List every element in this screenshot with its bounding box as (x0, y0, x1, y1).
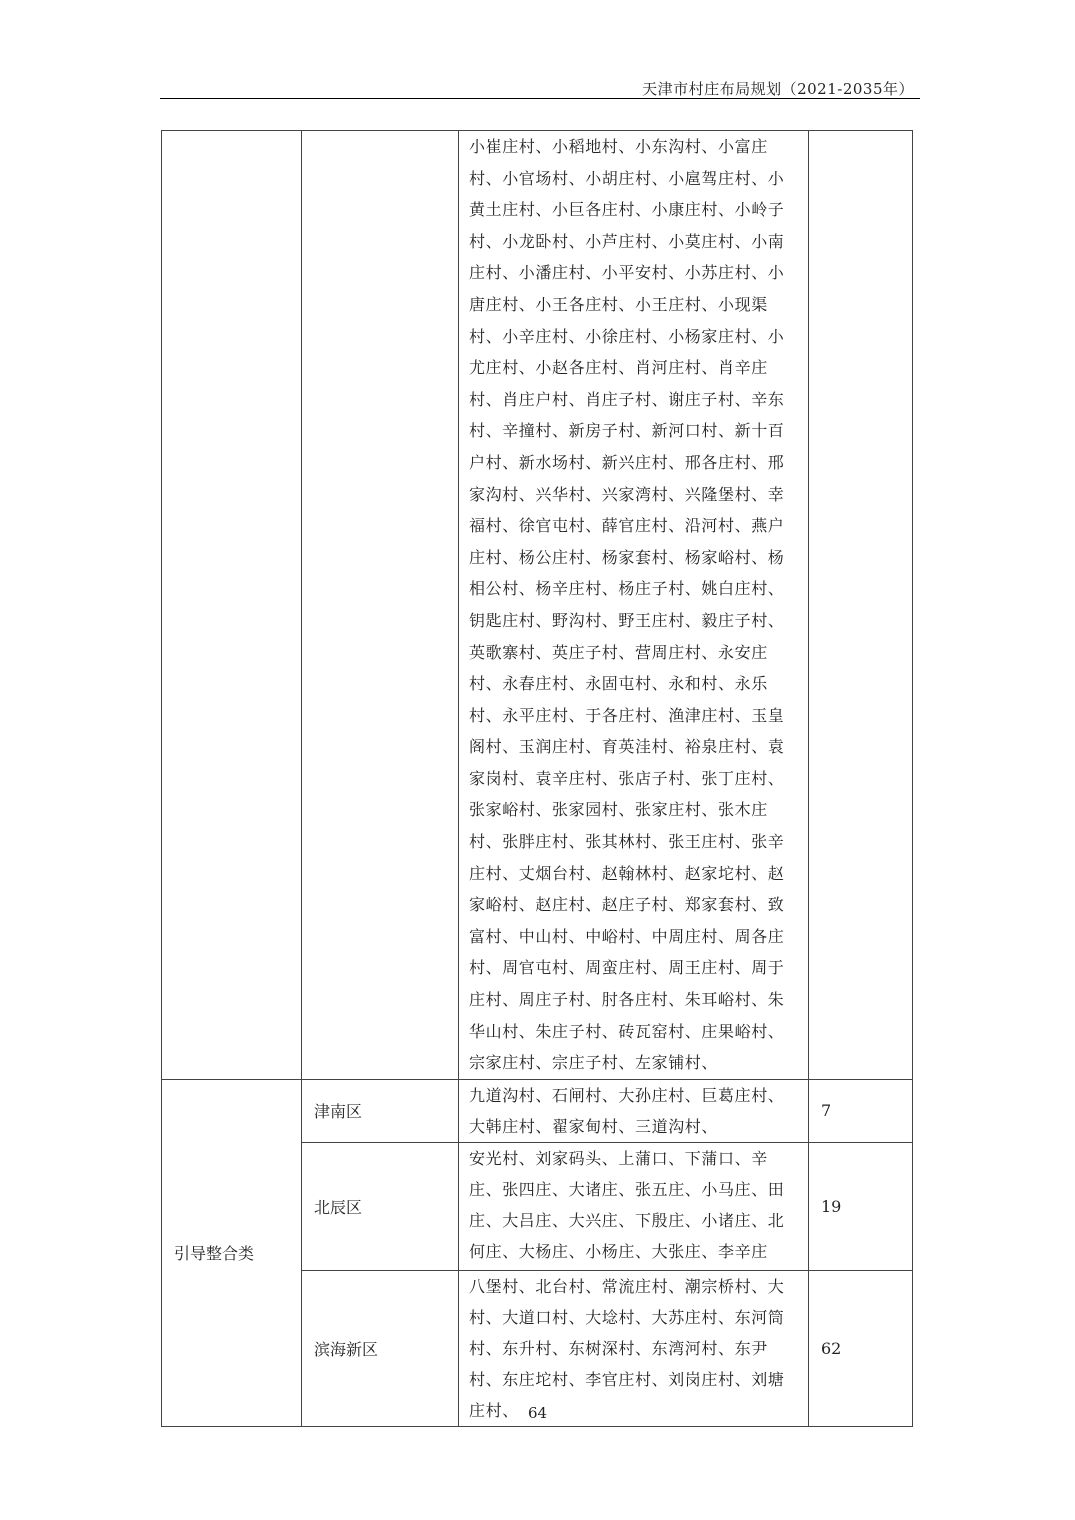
district-cell: 津南区 (302, 1079, 459, 1142)
table-row (162, 1079, 913, 1142)
villages-cell: 八堡村、北台村、常流庄村、潮宗桥村、大村、大道口村、大埝村、大苏庄村、东河筒村、东升村、东树深村、东湾河村、东尹村、东庄坨村、李官庄村、刘岗庄村、刘塘庄村、 (459, 1270, 809, 1426)
count-cell (809, 131, 913, 1080)
category-cell-guided-integration: 引导整合类 (162, 1079, 302, 1426)
district-cell: 北辰区 (302, 1142, 459, 1270)
category-cell (162, 131, 302, 1080)
document-title: 天津市村庄布局规划（2021-2035年） (642, 80, 914, 98)
table-row (162, 131, 913, 1080)
district-cell (302, 131, 459, 1080)
villages-cell: 九道沟村、石闸村、大孙庄村、巨葛庄村、大韩庄村、翟家甸村、三道沟村、 (459, 1079, 809, 1142)
page-header (160, 72, 920, 99)
page-number: 64 (527, 1404, 548, 1422)
district-cell: 滨海新区 (302, 1270, 459, 1426)
village-table (161, 130, 913, 1427)
villages-cell: 安光村、刘家码头、上蒲口、下蒲口、辛庄、张四庄、大诸庄、张五庄、小马庄、田庄、大吕庄、大兴庄、下殷庄、小诸庄、北何庄、大杨庄、小杨庄、大张庄、李辛庄 (459, 1142, 809, 1270)
count-cell: 19 (809, 1142, 913, 1270)
count-cell: 7 (809, 1079, 913, 1142)
count-cell: 62 (809, 1270, 913, 1426)
villages-cell: 小崔庄村、小稻地村、小东沟村、小富庄村、小官场村、小胡庄村、小扈驾庄村、小黄土庄村、小巨各庄村、小康庄村、小岭子村、小龙卧村、小芦庄村、小莫庄村、小南庄村、小潘庄村、小平安村、小苏庄村、小唐庄村、小王各庄村、小王庄村、小现渠村、小辛庄村、小徐庄村、小杨家庄村、小尤庄村、小赵各庄村、肖河庄村、肖辛庄村、肖庄户村、肖庄子村、谢庄子村、辛东村、辛撞村、新房子村、新河口村、新十百户村、新水场村、新兴庄村、邢各庄村、邢家沟村、兴华村、兴家湾村、兴隆堡村、幸福村、徐官屯村、薛官庄村、沿河村、燕户庄村、杨公庄村、杨家套村、杨家峪村、杨相公村、杨辛庄村、杨庄子村、姚白庄村、钥匙庄村、野沟村、野王庄村、毅庄子村、英歌寨村、英庄子村、营周庄村、永安庄村、永春庄村、永固屯村、永和村、永乐村、永平庄村、于各庄村、渔津庄村、玉皇阁村、玉润庄村、育英洼村、裕泉庄村、袁家岗村、袁辛庄村、张店子村、张丁庄村、张家峪村、张家园村、张家庄村、张木庄村、张胖庄村、张其林村、张王庄村、张辛庄村、丈烟台村、赵翰林村、赵家坨村、赵家峪村、赵庄村、赵庄子村、郑家套村、致富村、中山村、中峪村、中周庄村、周各庄村、周官屯村、周蛮庄村、周王庄村、周于庄村、周庄子村、肘各庄村、朱耳峪村、朱华山村、朱庄子村、砖瓦窑村、庄果峪村、宗家庄村、宗庄子村、左家铺村、 (459, 131, 809, 1080)
